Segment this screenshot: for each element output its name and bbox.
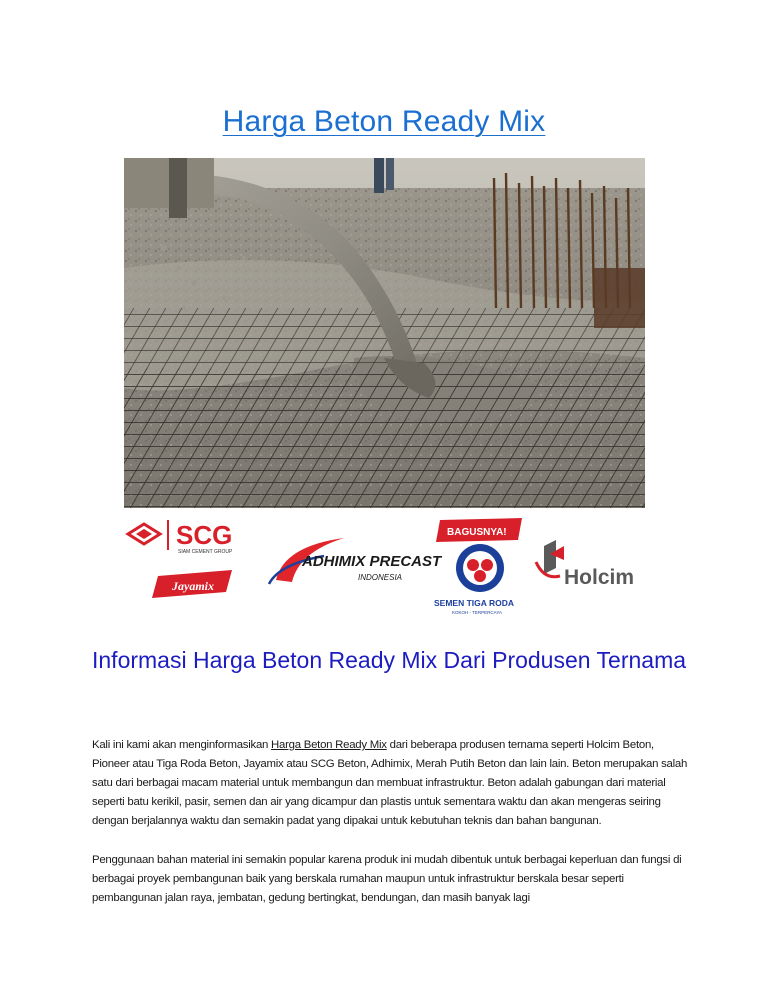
concrete-pouring-photo [124, 158, 645, 508]
adhimix-logo-text: ADHIMIX PRECAST [302, 553, 442, 570]
tiga-roda-badge: BAGUSNYA! [447, 527, 507, 538]
holcim-logo [536, 540, 634, 589]
scg-logo-text: SCG [176, 520, 233, 550]
tiga-roda-logo [434, 518, 522, 615]
paragraph-1 [92, 736, 688, 831]
jayamix-logo-text: Jayamix [172, 579, 214, 593]
section-heading: Informasi Harga Beton Ready Mix Dari Produsen Ternama [92, 647, 687, 673]
logos-strip [124, 510, 645, 622]
page-title[interactable]: Harga Beton Ready Mix [222, 105, 546, 138]
scg-logo-subtitle: SIAM CEMENT GROUP [178, 549, 233, 555]
jayamix-logo [152, 570, 232, 598]
adhimix-logo-subtitle: INDONESIA [358, 573, 403, 582]
tiga-roda-tagline: KOKOH - TERPERCAYA [452, 610, 503, 615]
adhimix-logo [269, 538, 443, 584]
paragraph-1-body: dari beberapa produsen ternama seperti Holcim Beton, Pioneer atau Tiga Roda Beton, Jayamix atau SCG Beton, Adhimix, Merah Putih Beton dan lain lain. Beton merupakan salah satu dari berbagai macam material untuk membangun dan membuat infrastruktur. Beton adalah gabungan dari material seperti batu kerikil, pasir, semen dan air yang dicampur dan plastis untuk sementara waktu dan akan mengeras seiring dengan berjalannya waktu dan semakin padat yang dipakai untuk kebutuhan teknis dan bahan bangunan. [92, 739, 688, 827]
scg-logo [128, 520, 233, 555]
tiga-roda-name: SEMEN TIGA RODA [434, 598, 514, 608]
harga-beton-link[interactable]: Harga Beton Ready Mix [271, 739, 387, 751]
concrete-pouring-illustration [124, 158, 645, 508]
paragraph-2: Penggunaan bahan material ini semakin popular karena produk ini mudah dibentuk untuk berbagai keperluan dan fungsi di berbagai proyek pembangunan baik yang berskala rumahan maupun untuk infrastruktur berskala besar seperti pembangunan jalan raya, jembatan, gedung bertingkat, bendungan, dan masih banyak lagi [92, 854, 682, 904]
holcim-logo-text: Holcim [564, 566, 635, 589]
manufacturer-logos [124, 510, 645, 622]
paragraph-1-intro: Kali ini kami akan menginformasikan [92, 739, 272, 751]
